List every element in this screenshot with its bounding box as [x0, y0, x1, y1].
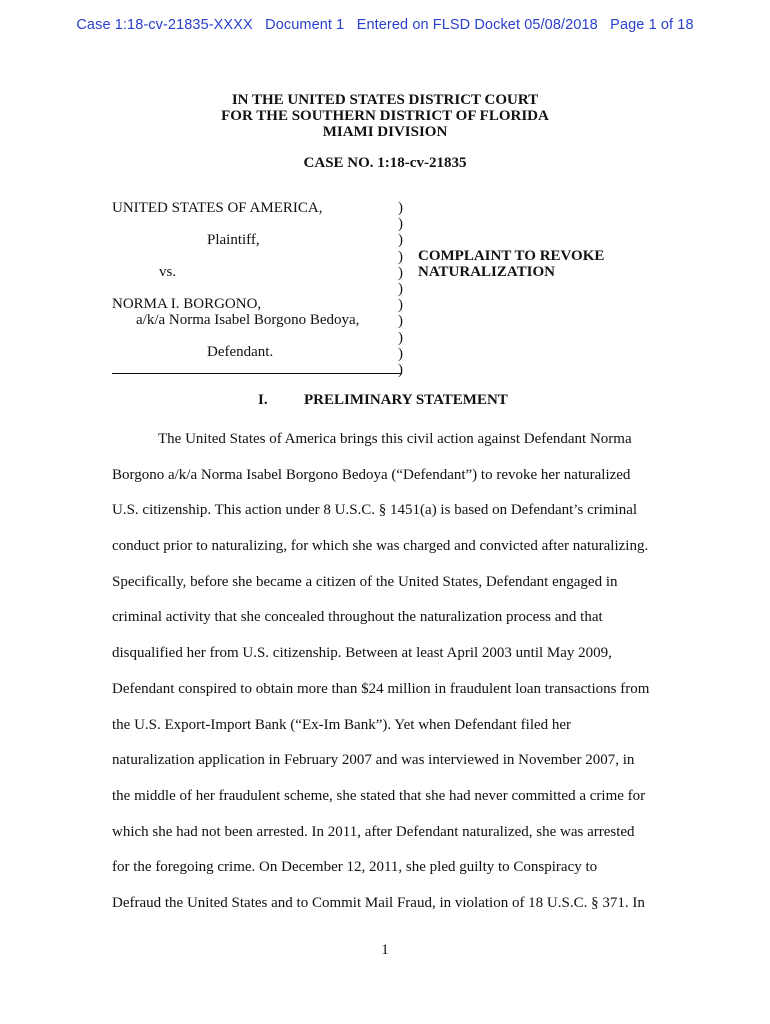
court-heading	[0, 92, 770, 140]
case-caption	[112, 200, 672, 380]
versus-label: vs.	[159, 264, 177, 280]
body-line: Defendant conspired to obtain more than $24 million in fraudulent loan transactions from	[112, 680, 650, 697]
defendant-role: Defendant.	[207, 344, 274, 360]
complaint-title	[418, 248, 604, 280]
body-line: disqualified her from U.S. citizenship. Between at least April 2003 until May 2009,	[112, 645, 612, 662]
complaint-title-line-2: NATURALIZATION	[418, 264, 555, 280]
plaintiff-role: Plaintiff,	[207, 232, 260, 248]
body-line: criminal activity that she concealed throughout the naturalization process and that	[112, 609, 603, 626]
body-line: for the foregoing crime. On December 12, 2011, she pled guilty to Conspiracy to	[112, 859, 598, 876]
docket-header: Case 1:18-cv-21835-XXXX Document 1 Entered on FLSD Docket 05/08/2018 Page 1 of 18	[76, 17, 694, 33]
body-line: naturalization application in February 2007 and was interviewed in November 2007, in	[112, 752, 635, 769]
complaint-title-line-1: COMPLAINT TO REVOKE	[418, 248, 605, 264]
page-number: 1	[381, 942, 389, 958]
section-number: I.	[258, 392, 268, 408]
body-line: the middle of her fraudulent scheme, she stated that she had never committed a crime for	[112, 787, 646, 804]
defendant-alias: a/k/a Norma Isabel Borgono Bedoya,	[136, 312, 360, 328]
defendant-name: NORMA I. BORGONO,	[112, 296, 262, 312]
plaintiff-name: UNITED STATES OF AMERICA,	[112, 200, 323, 216]
court-line-3: MIAMI DIVISION	[322, 124, 448, 140]
body-paragraph	[112, 422, 662, 922]
body-line: Borgono a/k/a Norma Isabel Borgono Bedoya (“Defendant”) to revoke her naturalized	[112, 466, 631, 483]
body-line: the U.S. Export-Import Bank (“Ex-Im Bank”). Yet when Defendant filed her	[112, 716, 572, 733]
caption-parentheses: ) ) ) ) ) ) ) ) ) ) )	[398, 200, 403, 378]
body-line: Specifically, before she became a citizen of the United States, Defendant engaged in	[112, 573, 618, 590]
body-line: U.S. citizenship. This action under 8 U.S.C. § 1451(a) is based on Defendant’s criminal	[112, 502, 638, 519]
court-line-1: IN THE UNITED STATES DISTRICT COURT	[231, 92, 539, 108]
body-line: Defraud the United States and to Commit Mail Fraud, in violation of 18 U.S.C. § 371. In	[112, 894, 645, 911]
caption-underline	[112, 373, 402, 374]
court-line-2: FOR THE SOUTHERN DISTRICT OF FLORIDA	[221, 108, 549, 124]
body-line: conduct prior to naturalizing, for which she was charged and convicted after naturalizing.	[112, 538, 649, 555]
body-line: The United States of America brings this civil action against Defendant Norma	[158, 431, 632, 447]
case-number: CASE NO. 1:18-cv-21835	[303, 155, 467, 171]
section-title: PRELIMINARY STATEMENT	[304, 392, 508, 408]
body-line: which she had not been arrested. In 2011, after Defendant naturalized, she was arrested	[112, 823, 635, 840]
